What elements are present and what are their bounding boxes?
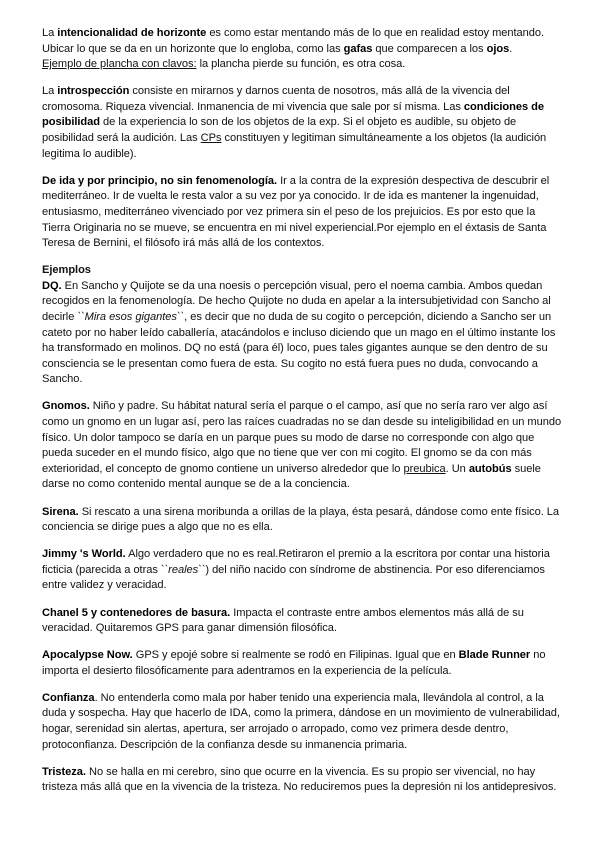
text-run: de la experiencia lo son de los objetos de la exp. Si el objeto es audible, su objeto de posibilidad será la audición. Las	[42, 116, 517, 145]
term-jimmys-world: Jimmy 's World.	[42, 548, 126, 561]
text-run: Niño y padre. Su hábitat natural sería el parque o el campo, así que no sería raro ver algo así como un gnomo en un lugar así, pero las raíces cuadradas no se dan desde su inteligibilidad en un mundo físico. Un dolor tampoco se daría en un parque pues su modo de darse no corresponde con algo que pueda suceder en el mundo físico, algo que no tiene que ver con mi cogito. El gnomo se da con más exterioridad, el concepto de gnomo contiene un universo alrededor que lo	[42, 400, 562, 475]
paragraph-chanel	[42, 606, 562, 637]
term-preubica: preubica	[403, 462, 446, 475]
text-run: La	[42, 27, 58, 39]
term-sirena: Sirena.	[42, 505, 79, 518]
term-confianza: Confianza	[42, 691, 95, 704]
text-run: ) del niño nacido con síndrome de abstinencia. Por eso diferenciamos entre validez y veracidad.	[42, 563, 545, 592]
text-run: es como estar mentando más de lo que en realidad estoy mentando. Ubicar lo que se da en un horizonte que lo engloba, como las	[42, 27, 545, 55]
paragraph-apocalypse-now	[42, 648, 562, 679]
paragraph-intencionalidad	[42, 26, 562, 73]
text-run: . Un	[445, 462, 469, 475]
quote-mira-esos-gigantes: ``Mira esos gigantes``	[77, 311, 185, 323]
paragraph-de-ida	[42, 174, 562, 252]
paragraph-dq	[42, 279, 562, 388]
term-blade-runner: Blade Runner	[458, 649, 531, 662]
text-run: suele darse no como contenido mental aunque se de a la conciencia.	[42, 462, 541, 491]
paragraph-sirena	[42, 505, 562, 536]
text-run: GPS y epojé sobre si realmente se rodó en Filipinas. Igual que en	[132, 649, 459, 662]
term-condiciones-de-posibilidad: condiciones de posibilidad	[42, 100, 544, 129]
heading-ejemplos: Ejemplos	[42, 264, 91, 277]
paragraph-tristeza	[42, 765, 562, 796]
paragraph-jimmys-world	[42, 547, 562, 594]
quote-reales: ``reales``	[160, 563, 206, 576]
text-run: En Sancho y Quijote se da una noesis o percepción visual, pero el noema cambia. Ambos quedan recogidos en la fenomenología. De hecho Quijote no duda en apelar a la intersubjetividad con Sancho al decirle	[42, 279, 551, 323]
text-run: Si rescato a una sirena moribunda a orillas de la playa, ésta pesará, dándose como ente físico. La conciencia se dirige pues a algo que no es ella.	[42, 505, 560, 534]
term-introspeccion: introspección	[57, 85, 130, 98]
term-autobus: autobús	[468, 462, 512, 475]
text-run: . No entenderla como mala por haber tenido una experiencia mala, llevándola al control, a la duda y sospecha. Hay que hacerlo de IDA, como la primera, dándose en un movimiento de vulnerabilidad, hogar, serenidad sin alertas, apertura, ser arrojado o arropado, como vez primera desde dentro, protoconfianza. Descripción de la confianza desde su inmanencia primaria.	[42, 691, 560, 751]
text-run: .	[509, 42, 513, 55]
text-run: la plancha pierde su función, es otra cosa.	[196, 58, 406, 71]
paragraph-confianza	[42, 691, 562, 753]
text-run: constituyen y legitiman simultáneamente a los objetos (la audición legitima lo audible).	[42, 132, 547, 160]
text-run: Algo verdadero que no es real.Retiraron el premio a la escritora por contar una historia ficticia (parecida a otras	[42, 548, 550, 576]
term-gnomos: Gnomos.	[42, 400, 90, 413]
term-tristeza: Tristeza.	[42, 765, 86, 778]
text-run: La	[42, 85, 58, 98]
example-plancha-label: Ejemplo de plancha con clavos:	[42, 58, 197, 71]
term-apocalypse-now: Apocalypse Now.	[42, 649, 133, 662]
term-intencionalidad-de-horizonte: intencionalidad de horizonte	[57, 27, 207, 39]
text-run: , es decir que no duda de su cogito o percepción, diciendo a Sancho ser un cateto por no haber leído caballería, atacándolos e incluso diciendo que un mago en el último instante los ha transformado en molinos. DQ no está (para él) loco, pues tales gigantes aunque se den dentro de su consciencia se le presentan como fuera de esta. Su cogito no está fuera pues no duda, convocando a Sancho.	[42, 311, 556, 386]
text-run: Ir a la contra de la expresión despectiva de descubrir el mediterráneo. Ir de vuelta le resta valor a su vez por ya conocido. Ir de ida es mantener la ingenuidad, entusiasmo, mediterráneo vivenciado por vez primera sin el peso de los prejuicios. Es por esto que la Tierra Originaria no se mueve, se encuentra en mi nivel experiencial.Por ejemplo en el éxtasis de Santa Teresa de Bernini, el filósofo irá más allá de los contextos.	[42, 174, 550, 250]
text-run: no importa el desierto filosóficamente para adentramos en la experiencia de la película.	[42, 649, 546, 677]
term-chanel-5: Chanel 5 y contenedores de basura.	[42, 606, 231, 619]
document-page	[42, 26, 562, 807]
term-dq: DQ.	[42, 279, 62, 292]
term-cps: CPs	[200, 132, 222, 145]
text-run: No se halla en mi cerebro, sino que ocurre en la vivencia. Es su propio ser vivencial, no hay tristeza más allá que en la vivencia de la tristeza. No reduciremos pues la depresión ni los antidepresivos.	[42, 765, 557, 794]
text-run: que comparecen a los	[372, 42, 487, 55]
term-ojos: ojos	[486, 42, 510, 55]
paragraph-introspeccion	[42, 84, 562, 162]
text-run: consiste en mirarnos y darnos cuenta de nosotros, más allá de la vivencia del cromosoma. Riqueza vivencial. Inmanencia de mi vivencia que sale por sí misma. Las	[42, 85, 510, 113]
paragraph-gnomos	[42, 399, 562, 493]
term-gafas: gafas	[343, 42, 373, 55]
term-de-ida: De ida y por principio, no sin fenomenología.	[42, 174, 278, 187]
text-run: Impacta el contraste entre ambos elementos más allá de su veracidad. Quitaremos GPS para ganar dimensión filosófica.	[42, 606, 524, 635]
